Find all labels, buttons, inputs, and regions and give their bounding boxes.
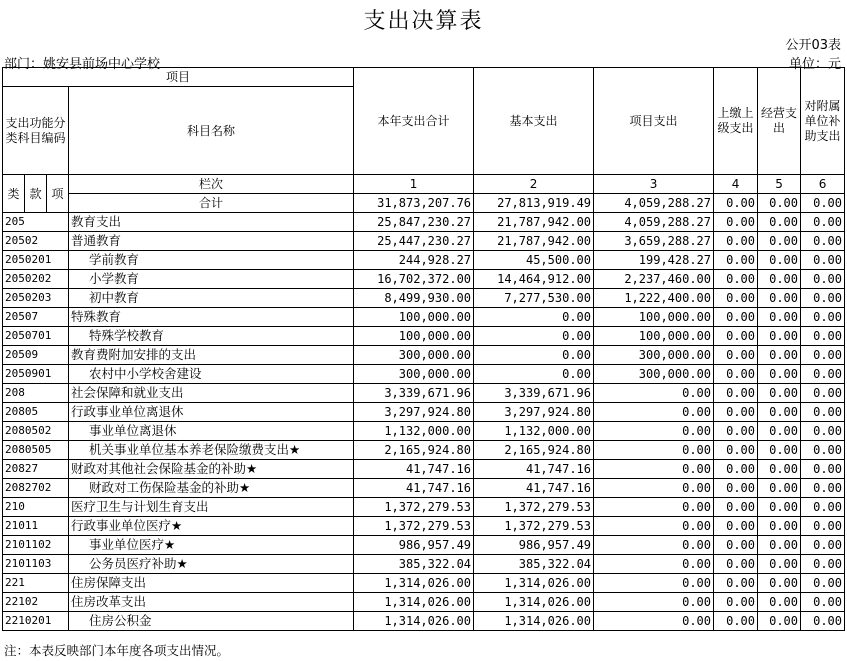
row-subject-name: 财政对其他社会保险基金的补助★ <box>69 460 354 479</box>
row-upper: 0.00 <box>714 593 758 612</box>
row-basic: 1,372,279.53 <box>474 498 594 517</box>
header-basic: 基本支出 <box>474 68 594 175</box>
row-project: 100,000.00 <box>594 308 714 327</box>
table-row <box>3 498 845 517</box>
row-upper: 0.00 <box>714 289 758 308</box>
row-business: 0.00 <box>758 327 801 346</box>
row-upper: 0.00 <box>714 422 758 441</box>
row-subject-name: 社会保障和就业支出 <box>69 384 354 403</box>
row-business: 0.00 <box>758 251 801 270</box>
row-subject-name: 教育费附加安排的支出 <box>69 346 354 365</box>
total-row <box>3 194 845 213</box>
row-upper: 0.00 <box>714 479 758 498</box>
row-upper: 0.00 <box>714 251 758 270</box>
row-project: 0.00 <box>594 536 714 555</box>
row-subject-name: 住房公积金 <box>69 612 354 631</box>
header-lei: 类 <box>3 175 25 213</box>
row-upper: 0.00 <box>714 346 758 365</box>
row-subsidy: 0.00 <box>801 365 845 384</box>
row-basic: 1,372,279.53 <box>474 517 594 536</box>
row-basic: 3,339,671.96 <box>474 384 594 403</box>
row-upper: 0.00 <box>714 536 758 555</box>
header-kuan: 款 <box>25 175 47 213</box>
row-code: 20805 <box>3 403 69 422</box>
row-basic: 0.00 <box>474 327 594 346</box>
row-upper: 0.00 <box>714 555 758 574</box>
row-subsidy: 0.00 <box>801 213 845 232</box>
header-item: 项目 <box>3 68 354 87</box>
row-subsidy: 0.00 <box>801 289 845 308</box>
row-project: 0.00 <box>594 441 714 460</box>
row-total: 41,747.16 <box>354 479 474 498</box>
table-row <box>3 593 845 612</box>
row-project: 0.00 <box>594 498 714 517</box>
expenditure-table <box>2 67 845 631</box>
row-code: 210 <box>3 498 69 517</box>
table-row <box>3 384 845 403</box>
row-project: 4,059,288.27 <box>594 213 714 232</box>
total-basic: 27,813,919.49 <box>474 194 594 213</box>
row-upper: 0.00 <box>714 232 758 251</box>
total-upper: 0.00 <box>714 194 758 213</box>
row-subsidy: 0.00 <box>801 346 845 365</box>
header-func-code: 支出功能分类科目编码 <box>3 87 69 175</box>
row-business: 0.00 <box>758 593 801 612</box>
header-xiang: 项 <box>47 175 69 213</box>
row-subsidy: 0.00 <box>801 612 845 631</box>
table-row <box>3 251 845 270</box>
row-project: 0.00 <box>594 479 714 498</box>
row-business: 0.00 <box>758 574 801 593</box>
row-basic: 7,277,530.00 <box>474 289 594 308</box>
row-subject-name: 事业单位医疗★ <box>69 536 354 555</box>
row-code: 2050901 <box>3 365 69 384</box>
row-basic: 41,747.16 <box>474 460 594 479</box>
row-business: 0.00 <box>758 384 801 403</box>
row-upper: 0.00 <box>714 308 758 327</box>
row-business: 0.00 <box>758 517 801 536</box>
row-total: 2,165,924.80 <box>354 441 474 460</box>
table-row <box>3 270 845 289</box>
row-upper: 0.00 <box>714 460 758 479</box>
row-subject-name: 普通教育 <box>69 232 354 251</box>
row-basic: 385,322.04 <box>474 555 594 574</box>
row-subject-name: 机关事业单位基本养老保险缴费支出★ <box>69 441 354 460</box>
row-business: 0.00 <box>758 270 801 289</box>
row-business: 0.00 <box>758 289 801 308</box>
header-lanci: 栏次 <box>69 175 354 194</box>
row-business: 0.00 <box>758 232 801 251</box>
header-business: 经营支出 <box>758 68 801 175</box>
row-business: 0.00 <box>758 365 801 384</box>
row-total: 1,314,026.00 <box>354 612 474 631</box>
row-code: 20502 <box>3 232 69 251</box>
row-basic: 3,297,924.80 <box>474 403 594 422</box>
row-business: 0.00 <box>758 498 801 517</box>
row-total: 25,447,230.27 <box>354 232 474 251</box>
total-subsidy: 0.00 <box>801 194 845 213</box>
row-total: 1,372,279.53 <box>354 498 474 517</box>
header-subsidy: 对附属单位补助支出 <box>801 68 845 175</box>
row-business: 0.00 <box>758 422 801 441</box>
row-upper: 0.00 <box>714 441 758 460</box>
row-project: 0.00 <box>594 422 714 441</box>
row-upper: 0.00 <box>714 498 758 517</box>
row-subject-name: 教育支出 <box>69 213 354 232</box>
row-total: 8,499,930.00 <box>354 289 474 308</box>
row-subject-name: 学前教育 <box>69 251 354 270</box>
row-code: 2050203 <box>3 289 69 308</box>
department-label: 部门：姚安县前场中心学校 <box>4 57 161 72</box>
row-code: 2050202 <box>3 270 69 289</box>
footnote: 注：本表反映部门本年度各项支出情况。 <box>4 643 230 658</box>
row-basic: 0.00 <box>474 365 594 384</box>
row-total: 300,000.00 <box>354 365 474 384</box>
row-subsidy: 0.00 <box>801 479 845 498</box>
row-business: 0.00 <box>758 441 801 460</box>
row-upper: 0.00 <box>714 365 758 384</box>
row-total: 244,928.27 <box>354 251 474 270</box>
row-project: 3,659,288.27 <box>594 232 714 251</box>
table-row <box>3 536 845 555</box>
header-total: 本年支出合计 <box>354 68 474 175</box>
row-code: 2101103 <box>3 555 69 574</box>
row-subject-name: 小学教育 <box>69 270 354 289</box>
row-subsidy: 0.00 <box>801 517 845 536</box>
row-subsidy: 0.00 <box>801 308 845 327</box>
col-number-1: 1 <box>354 175 474 194</box>
row-subject-name: 特殊教育 <box>69 308 354 327</box>
row-total: 3,339,671.96 <box>354 384 474 403</box>
row-subsidy: 0.00 <box>801 403 845 422</box>
table-row <box>3 612 845 631</box>
row-project: 300,000.00 <box>594 365 714 384</box>
form-number: 公开03表 <box>785 38 841 53</box>
unit-label: 单位：元 <box>788 57 841 72</box>
row-subsidy: 0.00 <box>801 327 845 346</box>
row-basic: 1,314,026.00 <box>474 574 594 593</box>
row-subject-name: 行政事业单位医疗★ <box>69 517 354 536</box>
row-basic: 1,314,026.00 <box>474 612 594 631</box>
table-row <box>3 479 845 498</box>
table-row <box>3 327 845 346</box>
row-business: 0.00 <box>758 460 801 479</box>
row-project: 2,237,460.00 <box>594 270 714 289</box>
row-code: 221 <box>3 574 69 593</box>
row-subject-name: 住房改革支出 <box>69 593 354 612</box>
table-row <box>3 308 845 327</box>
row-subsidy: 0.00 <box>801 384 845 403</box>
table-row <box>3 213 845 232</box>
row-business: 0.00 <box>758 612 801 631</box>
row-total: 25,847,230.27 <box>354 213 474 232</box>
col-number-2: 2 <box>474 175 594 194</box>
row-subject-name: 公务员医疗补助★ <box>69 555 354 574</box>
row-project: 0.00 <box>594 555 714 574</box>
row-subsidy: 0.00 <box>801 422 845 441</box>
table-row <box>3 403 845 422</box>
row-basic: 21,787,942.00 <box>474 213 594 232</box>
row-business: 0.00 <box>758 403 801 422</box>
row-subject-name: 医疗卫生与计划生育支出 <box>69 498 354 517</box>
row-total: 385,322.04 <box>354 555 474 574</box>
table-row <box>3 365 845 384</box>
table-row <box>3 517 845 536</box>
table-row <box>3 422 845 441</box>
row-code: 2080502 <box>3 422 69 441</box>
row-business: 0.00 <box>758 536 801 555</box>
col-number-5: 5 <box>758 175 801 194</box>
row-subsidy: 0.00 <box>801 574 845 593</box>
row-subject-name: 财政对工伤保险基金的补助★ <box>69 479 354 498</box>
row-subsidy: 0.00 <box>801 498 845 517</box>
row-code: 2101102 <box>3 536 69 555</box>
row-subsidy: 0.00 <box>801 555 845 574</box>
row-basic: 45,500.00 <box>474 251 594 270</box>
row-business: 0.00 <box>758 213 801 232</box>
row-upper: 0.00 <box>714 384 758 403</box>
row-code: 20509 <box>3 346 69 365</box>
row-upper: 0.00 <box>714 612 758 631</box>
row-basic: 1,132,000.00 <box>474 422 594 441</box>
table-row <box>3 346 845 365</box>
header-project: 项目支出 <box>594 68 714 175</box>
row-project: 0.00 <box>594 460 714 479</box>
row-basic: 1,314,026.00 <box>474 593 594 612</box>
report-title: 支出决算表 <box>363 9 484 34</box>
row-subsidy: 0.00 <box>801 251 845 270</box>
row-total: 16,702,372.00 <box>354 270 474 289</box>
row-code: 21011 <box>3 517 69 536</box>
row-code: 2050701 <box>3 327 69 346</box>
total-business: 0.00 <box>758 194 801 213</box>
row-code: 2050201 <box>3 251 69 270</box>
row-subject-name: 农村中小学校舍建设 <box>69 365 354 384</box>
row-code: 2080505 <box>3 441 69 460</box>
table-row <box>3 555 845 574</box>
row-total: 100,000.00 <box>354 327 474 346</box>
row-subsidy: 0.00 <box>801 536 845 555</box>
table-row <box>3 574 845 593</box>
col-number-6: 6 <box>801 175 845 194</box>
row-project: 0.00 <box>594 384 714 403</box>
row-upper: 0.00 <box>714 574 758 593</box>
row-upper: 0.00 <box>714 270 758 289</box>
total-project: 4,059,288.27 <box>594 194 714 213</box>
row-upper: 0.00 <box>714 517 758 536</box>
table-row <box>3 289 845 308</box>
row-project: 300,000.00 <box>594 346 714 365</box>
header-upper: 上缴上级支出 <box>714 68 758 175</box>
row-total: 986,957.49 <box>354 536 474 555</box>
row-subsidy: 0.00 <box>801 232 845 251</box>
row-subject-name: 初中教育 <box>69 289 354 308</box>
row-basic: 2,165,924.80 <box>474 441 594 460</box>
row-total: 1,314,026.00 <box>354 574 474 593</box>
table-row <box>3 441 845 460</box>
row-code: 22102 <box>3 593 69 612</box>
row-project: 0.00 <box>594 403 714 422</box>
row-code: 2082702 <box>3 479 69 498</box>
row-code: 205 <box>3 213 69 232</box>
row-upper: 0.00 <box>714 403 758 422</box>
row-project: 0.00 <box>594 517 714 536</box>
row-code: 208 <box>3 384 69 403</box>
row-business: 0.00 <box>758 308 801 327</box>
row-basic: 0.00 <box>474 346 594 365</box>
row-total: 41,747.16 <box>354 460 474 479</box>
row-subject-name: 行政事业单位离退休 <box>69 403 354 422</box>
row-project: 100,000.00 <box>594 327 714 346</box>
col-number-4: 4 <box>714 175 758 194</box>
total-total: 31,873,207.76 <box>354 194 474 213</box>
row-subject-name: 住房保障支出 <box>69 574 354 593</box>
row-project: 0.00 <box>594 574 714 593</box>
row-subject-name: 特殊学校教育 <box>69 327 354 346</box>
row-business: 0.00 <box>758 479 801 498</box>
total-label: 合计 <box>69 194 354 213</box>
row-project: 0.00 <box>594 612 714 631</box>
row-subsidy: 0.00 <box>801 270 845 289</box>
row-total: 1,314,026.00 <box>354 593 474 612</box>
row-project: 1,222,400.00 <box>594 289 714 308</box>
row-upper: 0.00 <box>714 327 758 346</box>
row-business: 0.00 <box>758 346 801 365</box>
row-subsidy: 0.00 <box>801 460 845 479</box>
row-basic: 14,464,912.00 <box>474 270 594 289</box>
row-code: 2210201 <box>3 612 69 631</box>
col-number-3: 3 <box>594 175 714 194</box>
row-business: 0.00 <box>758 555 801 574</box>
row-basic: 986,957.49 <box>474 536 594 555</box>
row-total: 300,000.00 <box>354 346 474 365</box>
row-total: 1,372,279.53 <box>354 517 474 536</box>
row-total: 100,000.00 <box>354 308 474 327</box>
row-project: 0.00 <box>594 593 714 612</box>
row-code: 20827 <box>3 460 69 479</box>
row-basic: 21,787,942.00 <box>474 232 594 251</box>
row-subsidy: 0.00 <box>801 441 845 460</box>
table-row <box>3 460 845 479</box>
row-basic: 0.00 <box>474 308 594 327</box>
table-row <box>3 232 845 251</box>
header-subject-name: 科目名称 <box>69 87 354 175</box>
row-subject-name: 事业单位离退休 <box>69 422 354 441</box>
row-total: 3,297,924.80 <box>354 403 474 422</box>
row-project: 199,428.27 <box>594 251 714 270</box>
row-total: 1,132,000.00 <box>354 422 474 441</box>
row-subsidy: 0.00 <box>801 593 845 612</box>
row-basic: 41,747.16 <box>474 479 594 498</box>
row-upper: 0.00 <box>714 213 758 232</box>
row-code: 20507 <box>3 308 69 327</box>
